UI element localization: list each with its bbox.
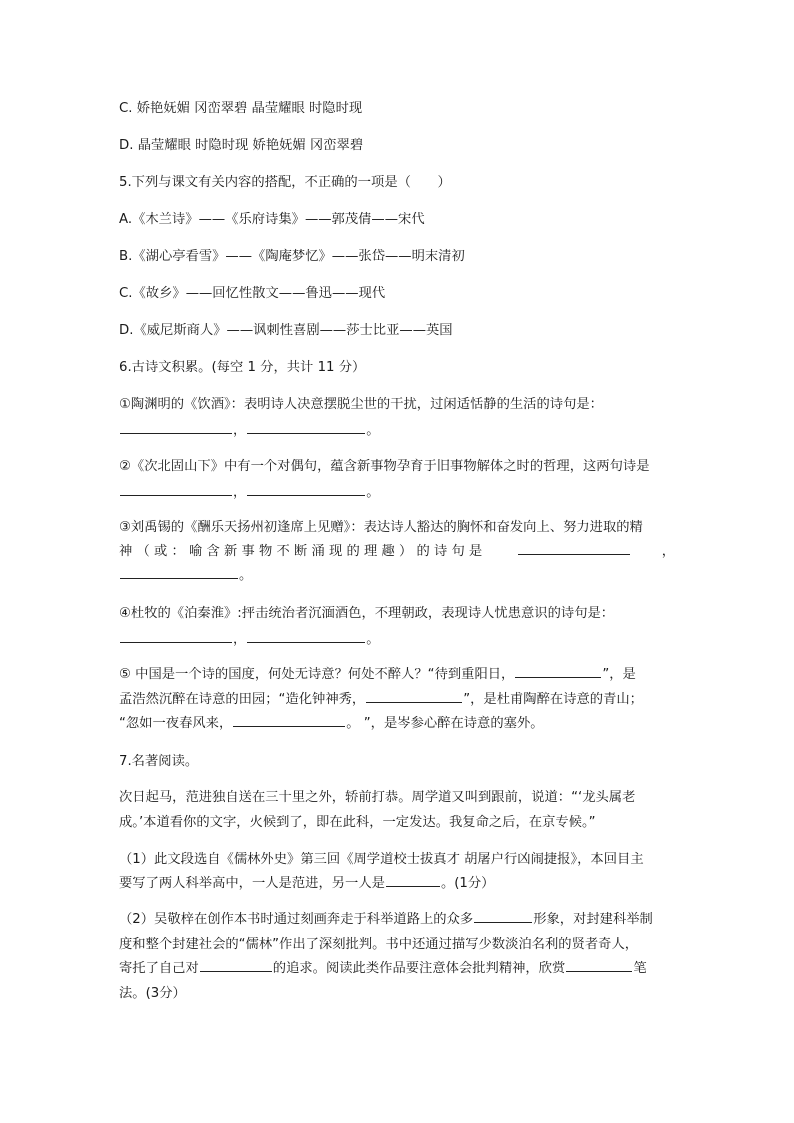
q6-item4-text: ④杜牧的《泊秦淮》:抨击统治者沉湎酒色，不理朝政，表现诗人忧患意识的诗句是： — [119, 606, 615, 621]
q6-item5-line3 — [119, 714, 544, 734]
q5-option-b: B.《湖心亭看雪》——《陶庵梦忆》——张岱——明末清初 — [119, 249, 465, 264]
comma: ， — [233, 632, 247, 647]
q7-sub2-text: 形象，对封建科举制 — [533, 912, 653, 927]
q6-item1-text: ①陶渊明的《饮酒》：表明诗人决意摆脱尘世的干扰，过闲适恬静的生活的诗句是： — [119, 397, 603, 412]
answer-blank[interactable] — [233, 714, 345, 727]
answer-blank[interactable] — [247, 630, 365, 643]
answer-blank[interactable] — [200, 959, 272, 972]
q7-sub1-line2 — [119, 874, 494, 894]
q6-item3-answer-row — [119, 566, 252, 586]
q7-sub2-line3 — [119, 959, 647, 979]
q6-item5-line2 — [119, 690, 643, 710]
comma: ， — [661, 544, 675, 559]
q5-option-a: A.《木兰诗》——《乐府诗集》——郭茂倩——宋代 — [119, 212, 425, 227]
q6-item5-text: ”，是 — [602, 667, 636, 682]
q7-sub1-text: 要写了两人科举高中，一人是范进，另一人是 — [119, 876, 385, 891]
answer-blank[interactable] — [120, 483, 232, 496]
q7-sub2-text: 的追求。阅读此类作品要注意体会批判精神，欣赏 — [272, 961, 566, 976]
q7-sub1-line1: （1）此文段选自《儒林外史》第三回《周学道校士拔真才 胡屠户行凶闹捷报》，本回目主 — [119, 852, 644, 867]
comma: ， — [233, 485, 247, 500]
q4-option-d: D. 晶莹耀眼 时隐时现 娇艳妩媚 冈峦翠碧 — [119, 138, 364, 153]
q6-item5-line1 — [119, 665, 636, 685]
answer-blank[interactable] — [566, 959, 632, 972]
q7-stem: 7.名著阅读。 — [119, 754, 199, 769]
comma: ， — [233, 423, 247, 438]
q7-sub1-text: 。(1分） — [440, 876, 495, 891]
q4-option-c: C. 娇艳妩媚 冈峦翠碧 晶莹耀眼 时隐时现 — [119, 101, 363, 116]
period: 。 — [366, 632, 380, 647]
period: 。 — [239, 568, 253, 583]
q6-item1-answer-row — [119, 421, 380, 441]
q5-stem: 5.下列与课文有关内容的搭配，不正确的一项是（ ） — [119, 175, 451, 190]
answer-blank[interactable] — [515, 665, 601, 678]
answer-blank[interactable] — [366, 690, 462, 703]
answer-blank[interactable] — [247, 483, 365, 496]
answer-blank[interactable] — [247, 421, 365, 434]
q7-sub2-text: 笔 — [633, 961, 647, 976]
answer-blank[interactable] — [120, 566, 238, 579]
q6-item2-answer-row — [119, 483, 380, 503]
q5-option-d: D.《威尼斯商人》——讽刺性喜剧——莎士比亚——英国 — [119, 323, 453, 338]
q6-item5-text: ”，是杜甫陶醉在诗意的青山； — [463, 692, 643, 707]
q7-passage-line1: 次日起马，范进独自送在三十里之外，轿前打恭。周学道又叫到跟前，说道：“‘龙头属老 — [119, 790, 636, 805]
answer-blank[interactable] — [120, 421, 232, 434]
answer-blank[interactable] — [518, 542, 630, 555]
q7-sub2-text: 寄托了自己对 — [119, 961, 199, 976]
q6-stem: 6.古诗文积累。(每空 1 分，共计 11 分） — [119, 360, 366, 375]
q6-item5-text: “忽如一夜春风来， — [119, 716, 233, 731]
answer-blank[interactable] — [386, 874, 440, 887]
q5-option-c: C.《故乡》——回忆性散文——鲁迅——现代 — [119, 286, 386, 301]
q6-item3-text: 神（或：喻含新事物不断涌现的理趣）的诗句是 — [119, 544, 487, 559]
q6-item5-text: ⑤ 中国是一个诗的国度，何处无诗意？何处不醉人？“待到重阳日， — [119, 667, 515, 682]
period: 。 — [366, 485, 380, 500]
q6-item5-text: 。 ”，是岑参心醉在诗意的塞外。 — [346, 716, 544, 731]
q6-item3-line1: ③刘禹锡的《酬乐天扬州初逢席上见赠》：表达诗人豁达的胸怀和奋发向上、努力进取的精 — [119, 520, 643, 535]
q6-item3-line2 — [119, 542, 675, 562]
q6-item5-text: 孟浩然沉醉在诗意的田园；“造化钟神秀， — [119, 692, 366, 707]
q7-sub2-line2: 度和整个封建社会的“儒林”作出了深刻批判。书中还通过描写少数淡泊名利的贤者奇人， — [119, 937, 639, 952]
q6-item4-answer-row — [119, 630, 380, 650]
answer-blank[interactable] — [474, 910, 532, 923]
q7-sub2-line1 — [119, 910, 653, 930]
q7-sub2-text: （2）吴敬梓在创作本书时通过刻画奔走于科举道路上的众多 — [119, 912, 474, 927]
q7-sub2-line4: 法。(3分） — [119, 986, 186, 1001]
q6-item2-text: ②《次北固山下》中有一个对偶句，蕴含新事物孕育于旧事物解体之时的哲理，这两句诗是 — [119, 459, 650, 474]
period: 。 — [366, 423, 380, 438]
answer-blank[interactable] — [120, 630, 232, 643]
q7-passage-line2: 成。’本道看你的文字，火候到了，即在此科，一定发达。我复命之后，在京专候。” — [119, 815, 596, 830]
